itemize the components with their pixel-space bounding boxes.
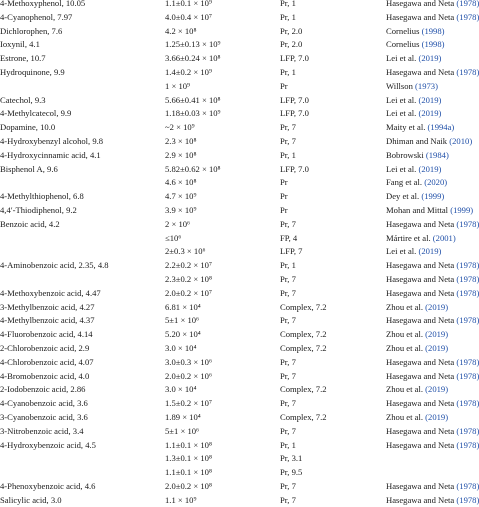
reference-year-link[interactable]: (2019) (425, 411, 449, 422)
table-row (0, 342, 474, 356)
compound-cell: Catechol, 9.3 (0, 94, 46, 105)
compound-cell: 4-Methylthiophenol, 6.8 (0, 191, 84, 202)
rate-constant-cell: 2.0±0.2 × 10⁷ (165, 287, 212, 298)
reference-cell (386, 25, 474, 39)
rate-constant-cell: 2.3 × 10⁸ (165, 135, 197, 146)
method-cell: Complex, 7.2 (280, 411, 327, 422)
reference-cell (386, 245, 474, 259)
table-row (0, 52, 474, 66)
reference-year-link[interactable]: (1978) (456, 370, 479, 381)
reference-text: Zhou et al. (386, 329, 423, 340)
reference-cell (386, 425, 479, 439)
reference-text: Maity et al. (386, 122, 426, 133)
reference-year-link[interactable]: (1973) (415, 80, 438, 91)
reference-year-link[interactable]: (1978) (456, 315, 479, 326)
table-row (0, 38, 474, 52)
reference-year-link[interactable]: (2019) (425, 301, 449, 312)
reference-text: Cornelius (386, 25, 420, 36)
reference-year-link[interactable]: (1978) (456, 356, 479, 367)
reference-text: Willson (386, 80, 413, 91)
table-row (0, 494, 479, 507)
compound-cell: 4,4′-Thiodiphenol, 9.2 (0, 204, 77, 215)
table-row (0, 452, 474, 466)
rate-constant-cell: ~2 × 10⁹ (165, 122, 195, 133)
compound-cell: 4-Cyanobenzoic acid, 3.6 (0, 398, 88, 409)
method-cell: Complex, 7.2 (280, 342, 327, 353)
rate-constant-cell: 1.4±0.2 × 10⁹ (165, 66, 212, 77)
reference-year-link[interactable]: (1978) (456, 480, 479, 491)
method-cell: Pr (280, 204, 288, 215)
compound-cell: 4-Methylbenzoic acid, 4.37 (0, 315, 95, 326)
reference-cell (386, 218, 479, 232)
method-cell: Pr, 7 (280, 370, 296, 381)
reference-cell (386, 259, 479, 273)
method-cell: Pr, 7 (280, 135, 296, 146)
compound-cell: 4-Hydroxycinnamic acid, 4.1 (0, 149, 101, 160)
reference-year-link[interactable]: (1999) (450, 204, 474, 215)
table-row (0, 121, 474, 135)
compound-cell: Dopamine, 10.0 (0, 122, 56, 133)
compound-cell: 4-Bromobenzoic acid, 4.0 (0, 370, 90, 381)
rate-constant-cell: 3.9 × 10⁹ (165, 204, 197, 215)
method-cell: LFP, 7.0 (280, 108, 309, 119)
reference-text: Bobrowski (386, 149, 424, 160)
method-cell: Pr, 1 (280, 260, 296, 271)
method-cell: Pr, 7 (280, 315, 296, 326)
reference-text: Hasegawa and Neta (386, 218, 455, 229)
rate-constant-cell: 3.0 × 10⁴ (165, 342, 197, 353)
rate-constant-cell: 1.3±0.1 × 10⁸ (165, 453, 212, 464)
reference-year-link[interactable]: (2020) (424, 177, 448, 188)
reference-cell (386, 0, 479, 11)
reference-year-link[interactable]: (2010) (449, 135, 473, 146)
reference-cell (386, 38, 474, 52)
reference-cell (386, 383, 474, 397)
reference-text: Cornelius (386, 39, 420, 50)
reference-text: Lei et al. (386, 246, 417, 257)
reference-year-link[interactable]: (1978) (456, 66, 479, 77)
reference-text: Zhou et al. (386, 411, 423, 422)
rate-constant-cell: 1 × 10⁹ (165, 80, 191, 91)
method-cell: LFP, 7.0 (280, 53, 309, 64)
reference-year-link[interactable]: (1994a) (427, 122, 455, 133)
table-row (0, 0, 479, 11)
reference-year-link[interactable]: (1999) (421, 191, 445, 202)
reference-cell (386, 11, 479, 25)
table-row (0, 273, 479, 287)
reference-cell (386, 121, 474, 135)
compound-cell: 4-Methoxybenzoic acid, 4.47 (0, 287, 101, 298)
reference-text: Hasegawa and Neta (386, 370, 455, 381)
method-cell: Complex, 7.2 (280, 384, 327, 395)
compound-cell: Estrone, 10.7 (0, 53, 46, 64)
rate-constant-cell: 4.6 × 10⁸ (165, 177, 197, 188)
compound-cell: 2-Iodobenzoic acid, 2.86 (0, 384, 86, 395)
compound-cell: Salicylic acid, 3.0 (0, 494, 62, 505)
reference-year-link[interactable]: (1978) (456, 425, 479, 436)
rate-constant-cell: 2.0±0.2 × 10⁶ (165, 370, 212, 381)
reference-text: Hasegawa and Neta (386, 66, 455, 77)
reference-cell (386, 411, 474, 425)
table-row (0, 11, 479, 25)
method-cell: Pr, 9.5 (280, 467, 303, 478)
rate-constant-cell: 5.82±0.62 × 10⁸ (165, 163, 221, 174)
reference-text: Lei et al. (386, 108, 417, 119)
compound-cell: 4-Aminobenzoic acid, 2.35, 4.8 (0, 260, 109, 271)
rate-constant-cell: 2.0±0.2 × 10⁸ (165, 480, 212, 491)
reference-year-link[interactable]: (1998) (421, 25, 445, 36)
compound-cell: 4-Fluorobenzoic acid, 4.14 (0, 329, 93, 340)
reference-year-link[interactable]: (1978) (456, 0, 479, 8)
rate-constant-cell: 3.0 × 10⁴ (165, 384, 197, 395)
compound-cell: 4-Methylcatecol, 9.9 (0, 108, 72, 119)
compound-cell: 3-Nitrobenzoic acid, 3.4 (0, 425, 84, 436)
reference-text: Hasegawa and Neta (386, 356, 455, 367)
reference-cell (386, 342, 474, 356)
rate-constant-cell: 5±1 × 10⁶ (165, 425, 200, 436)
table-row (0, 411, 474, 425)
reference-year-link[interactable]: (2019) (418, 94, 442, 105)
reference-year-link[interactable]: (1998) (421, 39, 445, 50)
reference-year-link[interactable]: (2019) (418, 163, 442, 174)
rate-constant-cell: 6.81 × 10⁴ (165, 301, 201, 312)
table-row (0, 66, 479, 80)
reference-text: Hasegawa and Neta (386, 273, 455, 284)
rate-constant-cell: 1.1 × 10⁹ (165, 494, 197, 505)
rate-constant-cell: 2 × 10⁶ (165, 218, 191, 229)
reference-year-link[interactable]: (1978) (456, 494, 479, 505)
reference-cell (386, 163, 474, 177)
reference-year-link[interactable]: (1978) (456, 273, 479, 284)
reference-year-link[interactable]: (1978) (456, 287, 479, 298)
reference-text: Lei et al. (386, 163, 417, 174)
rate-constant-cell: 3.66±0.24 × 10⁸ (165, 53, 221, 64)
method-cell: Pr, 2.0 (280, 25, 303, 36)
reference-cell (386, 66, 479, 80)
method-cell: Pr, 1 (280, 11, 296, 22)
method-cell: Pr, 3.1 (280, 453, 303, 464)
reference-text: Zhou et al. (386, 301, 423, 312)
rate-constant-cell: 2±0.3 × 10⁶ (165, 246, 206, 257)
reference-cell (386, 52, 474, 66)
compound-cell: 4-Chlorobenzoic acid, 4.07 (0, 356, 94, 367)
reference-cell (386, 80, 474, 94)
reference-text: Hasegawa and Neta (386, 315, 455, 326)
reference-year-link[interactable]: (1978) (456, 398, 479, 409)
table-row (0, 259, 479, 273)
reference-text: Lei et al. (386, 94, 417, 105)
table-row (0, 314, 479, 328)
table-row (0, 135, 474, 149)
rate-constant-cell: 4.2 × 10⁸ (165, 25, 197, 36)
table-row (0, 149, 474, 163)
rate-constant-cell: 2.9 × 10⁸ (165, 149, 197, 160)
method-cell: Pr, 7 (280, 273, 296, 284)
rate-constant-cell: 2.3±0.2 × 10⁸ (165, 273, 212, 284)
table-row (0, 190, 474, 204)
table-row (0, 218, 479, 232)
table-row (0, 397, 479, 411)
method-cell: Pr, 7 (280, 356, 296, 367)
table-row (0, 204, 474, 218)
reference-cell (386, 356, 479, 370)
reference-text: Hasegawa and Neta (386, 398, 455, 409)
reference-year-link[interactable]: (1978) (456, 260, 479, 271)
reference-cell (386, 107, 474, 121)
table-row (0, 301, 474, 315)
table-row (0, 107, 474, 121)
method-cell: Pr, 2.0 (280, 39, 303, 50)
reference-cell (386, 314, 479, 328)
reference-text: Hasegawa and Neta (386, 287, 455, 298)
reference-text: Mártire et al. (386, 232, 431, 243)
rate-constant-cell: 3.0±0.3 × 10⁶ (165, 356, 212, 367)
table-row (0, 356, 479, 370)
reference-year-link[interactable]: (2019) (418, 108, 442, 119)
reference-cell (386, 480, 479, 494)
reference-cell (386, 94, 474, 108)
method-cell: Pr (280, 177, 288, 188)
rate-constant-cell: 4.0±0.4 × 10⁷ (165, 11, 212, 22)
method-cell: Pr (280, 80, 288, 91)
table-row (0, 328, 474, 342)
table-row (0, 370, 479, 384)
reference-cell (386, 190, 474, 204)
method-cell: Complex, 7.2 (280, 329, 327, 340)
reference-year-link[interactable]: (1978) (456, 218, 479, 229)
method-cell: Pr, 7 (280, 480, 296, 491)
compound-cell: 3-Cyanobenzoic acid, 3.6 (0, 411, 88, 422)
table-row (0, 287, 479, 301)
method-cell: Pr, 7 (280, 218, 296, 229)
method-cell: Pr, 1 (280, 0, 296, 8)
reference-year-link[interactable]: (2019) (425, 384, 449, 395)
reference-cell (386, 370, 479, 384)
reference-text: Fang et al. (386, 177, 423, 188)
reference-year-link[interactable]: (1984) (425, 149, 449, 160)
rate-constant-cell: 1.89 × 10⁴ (165, 411, 201, 422)
table-row (0, 176, 474, 190)
rate-constant-cell: 1.1±0.1 × 10⁹ (165, 0, 212, 8)
table-row (0, 383, 474, 397)
reference-text: Hasegawa and Neta (386, 480, 455, 491)
compound-cell: Bisphenol A, 9.6 (0, 163, 58, 174)
method-cell: Pr (280, 191, 288, 202)
reference-text: Hasegawa and Neta (386, 11, 455, 22)
reference-year-link[interactable]: (2019) (425, 329, 449, 340)
table-row (0, 94, 474, 108)
reference-year-link[interactable]: (1978) (456, 11, 479, 22)
reference-text: Hasegawa and Neta (386, 0, 455, 8)
reference-cell (386, 287, 479, 301)
compound-cell: Ioxynil, 4.1 (0, 39, 40, 50)
reference-year-link[interactable]: (2019) (425, 342, 449, 353)
table-row (0, 80, 474, 94)
rate-constant-cell: 1.18±0.03 × 10⁹ (165, 108, 221, 119)
reference-text: Hasegawa and Neta (386, 494, 455, 505)
reference-year-link[interactable]: (2019) (418, 53, 442, 64)
reference-cell (386, 397, 479, 411)
reference-text: Mohan and Mittal (386, 204, 449, 215)
rate-constant-cell: 2.2±0.2 × 10⁷ (165, 260, 212, 271)
method-cell: Pr, 7 (280, 287, 296, 298)
rate-constant-cell: ≤10⁶ (165, 232, 182, 243)
method-cell: Pr, 7 (280, 398, 296, 409)
compound-cell: 3-Methylbenzoic acid, 4.27 (0, 301, 95, 312)
rate-constant-cell: 5.66±0.41 × 10⁸ (165, 94, 221, 105)
reference-text: Zhou et al. (386, 342, 423, 353)
method-cell: Pr, 1 (280, 66, 296, 77)
compound-cell: 4-Hydroxybenzyl alcohol, 9.8 (0, 135, 104, 146)
reference-cell (386, 328, 474, 342)
method-cell: FP, 4 (280, 232, 298, 243)
method-cell: Pr, 7 (280, 494, 296, 505)
reference-text: Dhiman and Naik (386, 135, 448, 146)
table-row (0, 245, 474, 259)
method-cell: Complex, 7.2 (280, 301, 327, 312)
reference-text: Hasegawa and Neta (386, 439, 455, 450)
compound-cell: 4-Hydroxybenzoic acid, 4.5 (0, 439, 96, 450)
table-row (0, 466, 474, 480)
reference-text: Dey et al. (386, 191, 420, 202)
reference-cell (386, 135, 474, 149)
method-cell: LFP, 7.0 (280, 163, 309, 174)
compound-cell: Dichlorophen, 7.6 (0, 25, 63, 36)
reference-year-link[interactable]: (2001) (432, 232, 456, 243)
rate-constant-cell: 4.7 × 10⁹ (165, 191, 197, 202)
method-cell: LFP, 7 (280, 246, 303, 257)
method-cell: Pr, 7 (280, 122, 296, 133)
rate-constant-cell: 5±1 × 10⁶ (165, 315, 200, 326)
reference-cell (386, 149, 474, 163)
rate-constant-cell: 1.1±0.1 × 10⁸ (165, 467, 212, 478)
compound-cell: Benzoic acid, 4.2 (0, 218, 60, 229)
table-row (0, 480, 479, 494)
reference-cell (386, 204, 474, 218)
table-row (0, 163, 474, 177)
compound-cell: 2-Chlorobenzoic acid, 2.9 (0, 342, 90, 353)
compound-cell: 4-Cyanophenol, 7.97 (0, 11, 73, 22)
reference-year-link[interactable]: (1978) (456, 439, 479, 450)
compound-cell: Hydroquinone, 9.9 (0, 66, 65, 77)
rate-constant-cell: 1.1±0.1 × 10⁸ (165, 439, 212, 450)
compound-cell: 4-Phenoxybenzoic acid, 4.6 (0, 480, 96, 491)
reference-cell (386, 301, 474, 315)
reference-cell (386, 439, 479, 453)
reference-year-link[interactable]: (2019) (418, 246, 442, 257)
reference-text: Hasegawa and Neta (386, 260, 455, 271)
compound-cell: 4-Methoxyphenol, 10.05 (0, 0, 86, 8)
rate-constant-cell: 5.20 × 10⁴ (165, 329, 201, 340)
reference-cell (386, 232, 474, 246)
reference-cell (386, 494, 479, 507)
table-row (0, 25, 474, 39)
method-cell: LFP, 7.0 (280, 94, 309, 105)
table-row (0, 439, 479, 453)
rate-constant-cell: 1.5±0.2 × 10⁷ (165, 398, 212, 409)
method-cell: Pr, 1 (280, 439, 296, 450)
reference-cell (386, 273, 479, 287)
reference-text: Zhou et al. (386, 384, 423, 395)
table-row (0, 232, 474, 246)
table-row (0, 425, 479, 439)
rate-constant-cell: 1.25±0.13 × 10⁹ (165, 39, 221, 50)
method-cell: Pr, 7 (280, 425, 296, 436)
reference-cell (386, 176, 474, 190)
reference-text: Lei et al. (386, 53, 417, 64)
reference-text: Hasegawa and Neta (386, 425, 455, 436)
method-cell: Pr, 1 (280, 149, 296, 160)
